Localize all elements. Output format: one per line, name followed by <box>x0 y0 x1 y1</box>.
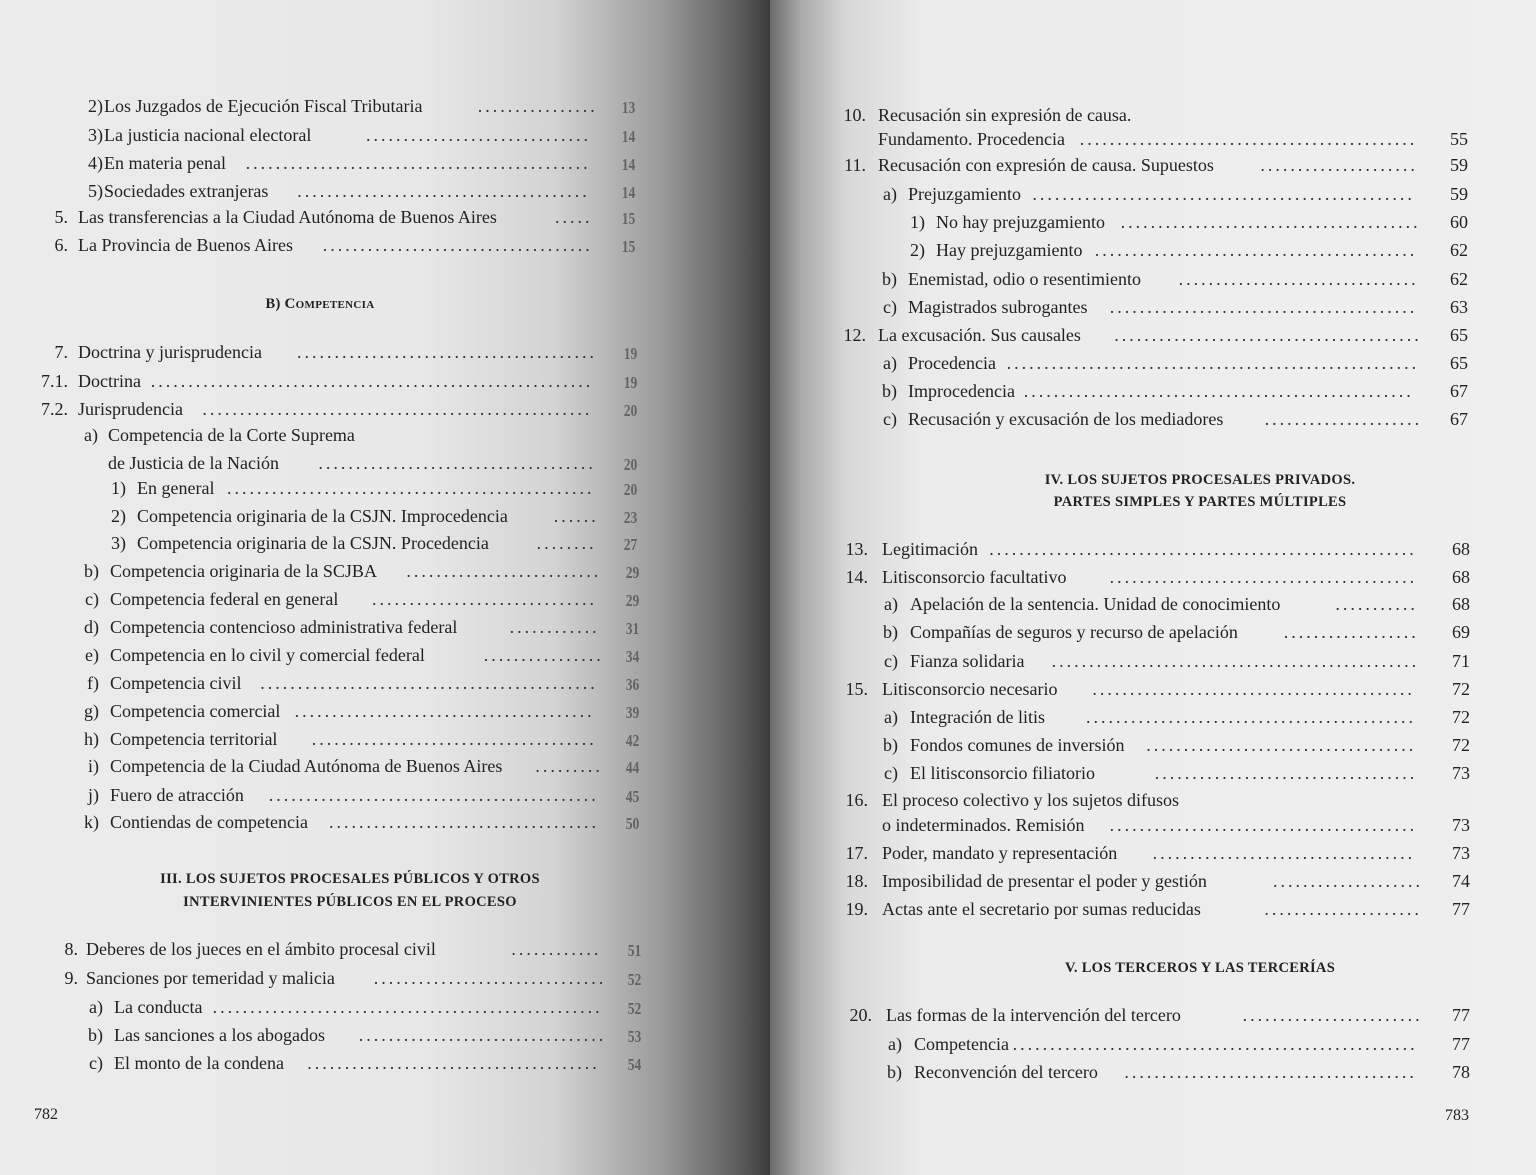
entry-page-number: 73 <box>1452 815 1470 835</box>
entry-title: La conducta <box>114 997 203 1017</box>
entry-page-number: 15 <box>621 237 636 256</box>
entry-page-number: 65 <box>1450 353 1468 373</box>
section-heading-iii: III. LOS SUJETOS PROCESALES PÚBLICOS Y OTROS <box>160 871 540 887</box>
page-folio-left: 782 <box>34 1106 58 1123</box>
entry-title-continued: o indeterminados. Remisión <box>882 815 1085 835</box>
entry-page-number: 68 <box>1452 594 1470 614</box>
section-heading-v: V. LOS TERCEROS Y LAS TERCERÍAS <box>1064 960 1336 976</box>
entry-number: 12. <box>843 325 866 345</box>
entry-title: Fondos comunes de inversión <box>910 735 1125 755</box>
entry-page-number: 31 <box>625 619 640 638</box>
entry-page-number: 59 <box>1450 184 1468 204</box>
entry-title: Doctrina <box>78 371 141 391</box>
dot-leader: ....................................... <box>297 181 590 201</box>
entry-title: Improcedencia <box>908 381 1015 401</box>
entry-number: a) <box>883 353 897 373</box>
entry-number: h) <box>84 729 99 749</box>
entry-page-number: 73 <box>1452 843 1470 863</box>
dot-leader: .................................... <box>1146 735 1417 755</box>
entry-page-number: 23 <box>623 508 638 527</box>
entry-page-number: 39 <box>625 703 640 722</box>
entry-number: 16. <box>845 790 868 810</box>
section-heading-title: Competencia <box>284 296 375 312</box>
section-heading-iii-line2: INTERVINIENTES PÚBLICOS EN EL PROCESO <box>183 894 517 910</box>
entry-number: 13. <box>845 539 868 559</box>
dot-leader: ......... <box>535 756 603 776</box>
entry-number: i) <box>88 756 99 776</box>
entry-page-number: 14 <box>621 155 636 174</box>
entry-number: e) <box>85 645 99 665</box>
entry-page-number: 71 <box>1452 651 1470 671</box>
dot-leader: ...................................................... <box>1012 1034 1418 1054</box>
dot-leader: ................................................... <box>1032 184 1415 204</box>
entry-number: 17. <box>845 843 868 863</box>
entry-title: No hay prejuzgamiento <box>936 212 1105 232</box>
entry-number: c) <box>89 1053 103 1073</box>
entry-title: Jurisprudencia <box>78 399 183 419</box>
dot-leader: ................ <box>483 645 604 665</box>
entry-page-number: 69 <box>1452 622 1470 642</box>
entry-number: 15. <box>845 679 868 699</box>
entry-title: Deberes de los jueces en el ámbito procesal civil <box>86 939 436 959</box>
entry-number: 6. <box>54 235 68 255</box>
entry-number: a) <box>884 594 898 614</box>
dot-leader: ................................................. <box>227 478 595 498</box>
entry-number: a) <box>883 184 897 204</box>
entry-number: 2) <box>910 240 925 260</box>
page-folio-right: 783 <box>1445 1107 1469 1124</box>
entry-title: Los Juzgados de Ejecución Fiscal Tributaria <box>104 96 423 116</box>
entry-title: Las formas de la intervención del tercero <box>886 1005 1181 1025</box>
entry-title: Litisconsorcio necesario <box>882 679 1058 699</box>
entry-page-number: 55 <box>1450 129 1468 149</box>
dot-leader: ............ <box>511 939 602 959</box>
entry-number: d) <box>84 617 99 637</box>
entry-number: 8. <box>64 939 78 959</box>
entry-title: Sanciones por temeridad y malicia <box>86 968 335 988</box>
dot-leader: ......................................... <box>1109 567 1418 587</box>
dot-leader: ............................................ <box>268 785 599 805</box>
entry-title: Competencia contencioso administrativa federal <box>110 617 458 637</box>
entry-page-number: 72 <box>1452 707 1470 727</box>
dot-leader: ................................................. <box>1051 651 1420 671</box>
dot-leader: ....................................................... <box>1006 353 1420 373</box>
dot-leader: ............................................. <box>260 673 598 693</box>
entry-title: Las transferencias a la Ciudad Autónoma de Buenos Aires <box>78 207 497 227</box>
entry-page-number: 77 <box>1452 1034 1470 1054</box>
entry-page-number: 14 <box>621 127 636 146</box>
entry-page-number: 52 <box>627 970 642 989</box>
entry-page-number: 73 <box>1452 763 1470 783</box>
entry-title-continued: Fundamento. Procedencia <box>878 129 1065 149</box>
entry-title: Fianza solidaria <box>910 651 1025 671</box>
entry-page-number: 53 <box>627 1027 642 1046</box>
entry-page-number: 50 <box>625 814 640 833</box>
dot-leader: .............................. <box>372 589 597 609</box>
entry-title: Competencia originaria de la CSJN. Procedencia <box>137 533 489 553</box>
dot-leader: ..... <box>555 207 593 227</box>
entry-title: El proceso colectivo y los sujetos difusos <box>882 790 1179 810</box>
entry-title: En materia penal <box>104 153 226 173</box>
entry-page-number: 68 <box>1452 567 1470 587</box>
dot-leader: ......................................................... <box>989 539 1417 559</box>
entry-title: En general <box>137 478 215 498</box>
entry-title: Poder, mandato y representación <box>882 843 1118 863</box>
entry-page-number: 51 <box>627 941 642 960</box>
entry-title: Apelación de la sentencia. Unidad de conocimiento <box>910 594 1281 614</box>
dot-leader: ............................................ <box>1086 707 1416 727</box>
dot-leader: ............................................. <box>1079 129 1418 149</box>
dot-leader: .............................................. <box>245 153 591 173</box>
entry-page-number: 52 <box>627 999 642 1018</box>
entry-number: 2) <box>88 96 103 116</box>
dot-leader: .................................... <box>322 235 593 255</box>
entry-number: c) <box>883 409 897 429</box>
entry-number: 1) <box>910 212 925 232</box>
entry-number: j) <box>88 785 99 805</box>
entry-number: 10. <box>843 105 866 125</box>
entry-number: 14. <box>845 567 868 587</box>
entry-title: Imposibilidad de presentar el poder y gestión <box>882 871 1207 891</box>
entry-title: La Provincia de Buenos Aires <box>78 235 293 255</box>
entry-number: 19. <box>845 899 868 919</box>
dot-leader: ...... <box>553 506 599 526</box>
entry-title: Competencia territorial <box>110 729 278 749</box>
entry-number: c) <box>85 589 99 609</box>
entry-number: c) <box>883 297 897 317</box>
entry-title: Competencia originaria de la SCJBA <box>110 561 377 581</box>
entry-title: La justicia nacional electoral <box>104 125 312 145</box>
entry-title: Competencia de la Ciudad Autónoma de Buenos Aires <box>110 756 503 776</box>
entry-number: b) <box>882 381 897 401</box>
dot-leader: ....................................... <box>1124 1062 1417 1082</box>
dot-leader: ..................... <box>1260 155 1418 175</box>
entry-title: La excusación. Sus causales <box>878 325 1081 345</box>
entry-page-number: 29 <box>625 563 640 582</box>
entry-title: Prejuzgamiento <box>908 184 1021 204</box>
entry-page-number: 67 <box>1450 381 1468 401</box>
entry-title: Magistrados subrogantes <box>908 297 1088 317</box>
entry-title: Actas ante el secretario por sumas reducidas <box>882 899 1201 919</box>
dot-leader: ................................... <box>1152 843 1416 863</box>
dot-leader: .................................................... <box>202 399 593 419</box>
entry-number: a) <box>884 707 898 727</box>
dot-leader: .................................... <box>329 812 599 832</box>
entry-title: Reconvención del tercero <box>914 1062 1098 1082</box>
entry-title: Recusación sin expresión de causa. <box>878 105 1132 125</box>
dot-leader: ..................................... <box>318 453 596 473</box>
entry-page-number: 20 <box>623 401 638 420</box>
dot-leader: ................................. <box>358 1025 607 1045</box>
entry-title: Competencia <box>914 1034 1009 1054</box>
entry-page-number: 68 <box>1452 539 1470 559</box>
dot-leader: ....................................... <box>307 1053 600 1073</box>
entry-page-number: 74 <box>1452 871 1470 891</box>
entry-title: Recusación y excusación de los mediadores <box>908 409 1224 429</box>
entry-number: c) <box>884 651 898 671</box>
entry-page-number: 72 <box>1452 735 1470 755</box>
entry-number: b) <box>84 561 99 581</box>
dot-leader: ........... <box>1335 594 1418 614</box>
entry-number: b) <box>882 269 897 289</box>
section-heading-iv-line2: PARTES SIMPLES Y PARTES MÚLTIPLES <box>1053 494 1347 510</box>
entry-title: Competencia en lo civil y comercial federal <box>110 645 425 665</box>
dot-leader: .................. <box>1283 622 1419 642</box>
entry-page-number: 62 <box>1450 240 1468 260</box>
dot-leader: ........................................ <box>1120 212 1421 232</box>
entry-number: 7.2. <box>41 399 68 419</box>
dot-leader: ........ <box>536 533 597 553</box>
entry-title: Integración de litis <box>910 707 1045 727</box>
entry-page-number: 34 <box>625 647 640 666</box>
entry-number: 7.1. <box>41 371 68 391</box>
dot-leader: ........................ <box>1242 1005 1423 1025</box>
dot-leader: ..................... <box>1264 899 1422 919</box>
entry-title: Competencia de la Corte Suprema <box>108 425 355 445</box>
dot-leader: ......................................... <box>1114 325 1422 345</box>
entry-number: 1) <box>111 478 126 498</box>
dot-leader: ........................................... <box>1092 679 1415 699</box>
entry-number: 4) <box>88 153 103 173</box>
dot-leader: ......................................... <box>1109 815 1418 835</box>
entry-page-number: 44 <box>625 758 640 777</box>
entry-number: 5. <box>54 207 68 227</box>
entry-number: b) <box>883 622 898 642</box>
entry-number: 18. <box>845 871 868 891</box>
entry-number: 9. <box>64 968 78 988</box>
entry-page-number: 62 <box>1450 269 1468 289</box>
entry-page-number: 67 <box>1450 409 1468 429</box>
entry-title: Procedencia <box>908 353 996 373</box>
entry-page-number: 59 <box>1450 155 1468 175</box>
entry-title: Doctrina y jurisprudencia <box>78 342 262 362</box>
dot-leader: .................... <box>1273 871 1423 891</box>
dot-leader: ........................................ <box>294 701 595 721</box>
dot-leader: .............................. <box>366 125 591 145</box>
entry-title: El monto de la condena <box>114 1053 284 1073</box>
entry-page-number: 60 <box>1450 212 1468 232</box>
entry-title: Las sanciones a los abogados <box>114 1025 325 1045</box>
entry-number: a) <box>84 425 98 445</box>
entry-title: Contiendas de competencia <box>110 812 308 832</box>
dot-leader: ...................................... <box>311 729 597 749</box>
entry-number: 20. <box>849 1005 872 1025</box>
entry-title: Enemistad, odio o resentimiento <box>908 269 1141 289</box>
dot-leader: .......................... <box>406 561 602 581</box>
entry-number: f) <box>87 673 99 693</box>
entry-page-number: 36 <box>625 675 640 694</box>
dot-leader: ............ <box>509 617 600 637</box>
entry-page-number: 77 <box>1452 899 1470 919</box>
entry-page-number: 45 <box>625 787 640 806</box>
dot-leader: ........................................ <box>297 342 597 362</box>
entry-title: Litisconsorcio facultativo <box>882 567 1067 587</box>
entry-page-number: 19 <box>623 344 638 363</box>
entry-title: Competencia comercial <box>110 701 281 721</box>
entry-number: a) <box>89 997 103 1017</box>
entry-page-number: 20 <box>623 455 638 474</box>
dot-leader: .................................................... <box>1023 381 1414 401</box>
entry-number: c) <box>884 763 898 783</box>
entry-title: Compañías de seguros y recurso de apelación <box>910 622 1238 642</box>
entry-number: k) <box>84 812 99 832</box>
entry-page-number: 72 <box>1452 679 1470 699</box>
entry-number: 3) <box>88 125 103 145</box>
entry-page-number: 78 <box>1452 1062 1470 1082</box>
entry-page-number: 65 <box>1450 325 1468 345</box>
entry-title-continued: de Justicia de la Nación <box>108 453 279 473</box>
entry-title: Competencia federal en general <box>110 589 339 609</box>
entry-title: Competencia originaria de la CSJN. Improcedencia <box>137 506 508 526</box>
dot-leader: ........................................................... <box>150 371 594 391</box>
entry-title: Fuero de atracción <box>110 785 244 805</box>
entry-number: b) <box>883 735 898 755</box>
dot-leader: ................ <box>477 96 598 116</box>
entry-number: 11. <box>844 155 866 175</box>
dot-leader: ......................................... <box>1109 297 1418 317</box>
entry-page-number: 15 <box>621 209 636 228</box>
entry-number: 7. <box>54 342 68 362</box>
entry-number: 2) <box>111 506 126 526</box>
entry-number: 3) <box>111 533 126 553</box>
dot-leader: .................................................... <box>212 997 603 1017</box>
entry-title: Hay prejuzgamiento <box>936 240 1083 260</box>
entry-page-number: 77 <box>1452 1005 1470 1025</box>
section-heading-prefix: B) <box>265 296 285 312</box>
entry-title: Recusación con expresión de causa. Supuestos <box>878 155 1214 175</box>
entry-number: b) <box>88 1025 103 1045</box>
entry-page-number: 19 <box>623 373 638 392</box>
entry-page-number: 20 <box>623 480 638 499</box>
entry-number: g) <box>84 701 99 721</box>
entry-number: 5) <box>88 181 103 201</box>
dot-leader: ................................... <box>1154 763 1418 783</box>
entry-title: Legitimación <box>882 539 978 559</box>
entry-page-number: 14 <box>621 183 636 202</box>
entry-page-number: 27 <box>623 535 638 554</box>
dot-leader: ..................... <box>1264 409 1423 429</box>
entry-page-number: 42 <box>625 731 640 750</box>
dot-leader: ............................... <box>373 968 607 988</box>
entry-page-number: 13 <box>621 98 636 117</box>
section-heading-iv: IV. LOS SUJETOS PROCESALES PRIVADOS. <box>1044 472 1356 488</box>
entry-number: a) <box>888 1034 902 1054</box>
entry-title: Sociedades extranjeras <box>104 181 269 201</box>
entry-page-number: 29 <box>625 591 640 610</box>
entry-title: El litisconsorcio filiatorio <box>910 763 1095 783</box>
entry-page-number: 54 <box>627 1055 642 1074</box>
dot-leader: ........................................... <box>1094 240 1418 260</box>
entry-number: b) <box>887 1062 902 1082</box>
section-heading-b <box>170 293 470 315</box>
right-page <box>770 0 1536 1175</box>
entry-page-number: 63 <box>1450 297 1468 317</box>
entry-title: Competencia civil <box>110 673 242 693</box>
dot-leader: ................................ <box>1178 269 1419 289</box>
